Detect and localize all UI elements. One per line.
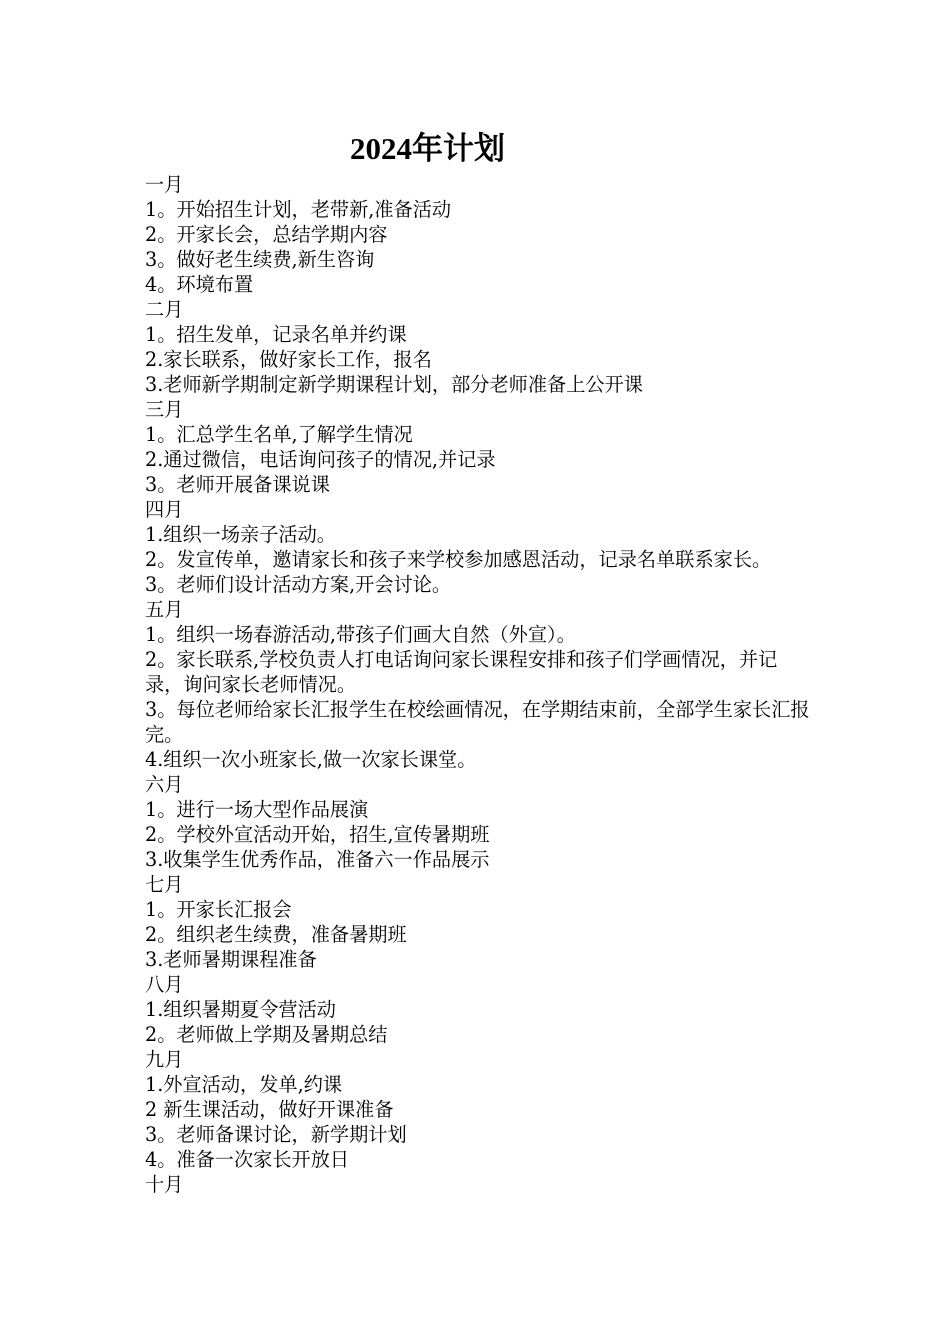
- page-title: 2024年计划: [350, 131, 505, 166]
- plan-item: 3。每位老师给家长汇报学生在校绘画情况，在学期结束前，全部学生家长汇报完。: [145, 698, 810, 746]
- plan-item: 3。做好老生续费,新生咨询: [145, 248, 375, 271]
- plan-item: 4。环境布置: [145, 273, 254, 296]
- plan-item: 3。老师开展备课说课: [145, 473, 330, 496]
- plan-content: [145, 172, 810, 1197]
- plan-item: 3.老师新学期制定新学期课程计划，部分老师准备上公开课: [145, 373, 643, 396]
- month-heading: 三月: [145, 398, 184, 421]
- plan-item: 1。开始招生计划，老带新,准备活动: [145, 198, 452, 221]
- plan-item: 2.通过微信，电话询问孩子的情况,并记录: [145, 448, 496, 471]
- plan-item: 2.家长联系，做好家长工作，报名: [145, 348, 432, 371]
- month-heading: 十月: [145, 1173, 184, 1196]
- plan-item: 2。老师做上学期及暑期总结: [145, 1023, 388, 1046]
- month-heading: 四月: [145, 498, 184, 521]
- month-heading: 九月: [145, 1048, 184, 1071]
- plan-item: 1。招生发单，记录名单并约课: [145, 323, 407, 346]
- plan-item: 1.外宣活动，发单,约课: [145, 1073, 343, 1096]
- month-heading: 七月: [145, 873, 184, 896]
- month-heading: 二月: [145, 298, 184, 321]
- plan-item: 1。汇总学生名单,了解学生情况: [145, 423, 413, 446]
- plan-item: 1。组织一场春游活动,带孩子们画大自然（外宣）。: [145, 623, 576, 646]
- plan-item: 2 新生课活动，做好开课准备: [145, 1098, 394, 1121]
- plan-item: 2。家长联系,学校负责人打电话询问家长课程安排和孩子们学画情况，并记录，询问家长老师情况。: [145, 648, 778, 696]
- plan-item: 1.组织一场亲子活动。: [145, 523, 336, 546]
- plan-item: 2。发宣传单，邀请家长和孩子来学校参加感恩活动，记录名单联系家长。: [145, 548, 772, 571]
- month-heading: 五月: [145, 598, 184, 621]
- month-heading: 六月: [145, 773, 184, 796]
- month-heading: 八月: [145, 973, 184, 996]
- plan-item: 2。开家长会，总结学期内容: [145, 223, 388, 246]
- plan-item: 1。进行一场大型作品展演: [145, 798, 369, 821]
- plan-item: 3.老师暑期课程准备: [145, 948, 317, 971]
- plan-item: 2。组织老生续费，准备暑期班: [145, 923, 407, 946]
- month-heading: 一月: [145, 173, 184, 196]
- plan-item: 1.组织暑期夏令营活动: [145, 998, 336, 1021]
- plan-item: 4。准备一次家长开放日: [145, 1148, 350, 1171]
- plan-item: 4.组织一次小班家长,做一次家长课堂。: [145, 748, 477, 771]
- plan-item: 2。学校外宣活动开始，招生,宣传暑期班: [145, 823, 490, 846]
- plan-item: 3.收集学生优秀作品，准备六一作品展示: [145, 848, 490, 871]
- plan-item: 3。老师们设计活动方案,开会讨论。: [145, 573, 452, 596]
- plan-item: 3。老师备课讨论，新学期计划: [145, 1123, 407, 1146]
- plan-item: 1。开家长汇报会: [145, 898, 292, 921]
